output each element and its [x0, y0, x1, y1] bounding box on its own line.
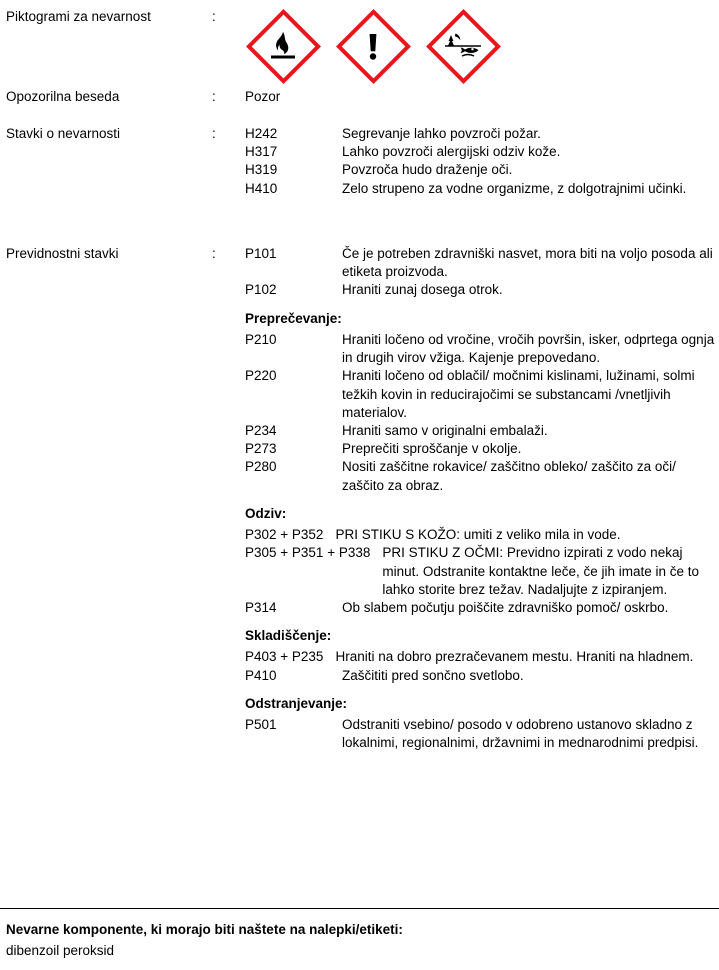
precautionary-statements-colon: :: [212, 246, 216, 261]
dead-fish-and-tree-icon: [425, 8, 501, 84]
list-item: [245, 331, 719, 367]
response-heading: Odziv:: [245, 505, 287, 521]
precaution-text: Preprečiti sproščanje v okolje.: [342, 441, 522, 457]
list-item: [245, 458, 719, 494]
precaution-code: P314: [245, 599, 277, 615]
pictogram-list: [245, 8, 719, 84]
precaution-text: Hraniti ločeno od vročine, vročih površin, isker, odprtega ognja in drugih virov vžiga. Kajenje prepovedano.: [342, 331, 715, 366]
hazard-code: H242: [245, 126, 278, 141]
precaution-code: P273: [245, 441, 277, 457]
prevention-heading: Preprečevanje:: [245, 310, 342, 326]
precautionary-statements-list: [245, 245, 719, 752]
precaution-code: P234: [245, 422, 277, 438]
precaution-code: P101: [245, 246, 277, 261]
exclamation-mark-icon: [335, 8, 411, 84]
list-item: [245, 667, 719, 685]
hazard-code: H410: [245, 180, 278, 196]
precaution-code: P410: [245, 667, 277, 683]
precaution-text: Ob slabem počutju poiščite zdravniško pomoč/ oskrbo.: [342, 599, 669, 615]
hazard-statements-list: [245, 125, 719, 198]
precaution-code: P210: [245, 331, 277, 347]
environment-pictogram: [425, 8, 501, 84]
list-item: [245, 180, 719, 198]
precaution-code: P280: [245, 459, 277, 475]
precaution-text: Nositi zaščitne rokavice/ zaščitno obleko/ zaščito za oči/ zaščito za obraz.: [342, 459, 676, 493]
list-item: [245, 648, 719, 666]
list-item: [245, 245, 719, 281]
precaution-code: P305 + P351 + P338: [245, 545, 371, 561]
list-item: [245, 716, 719, 752]
list-item: dibenzoil peroksid: [6, 943, 115, 958]
hazard-statements-colon: :: [212, 126, 216, 141]
hazard-text: Segrevanje lahko povzroči požar.: [342, 126, 541, 141]
list-item: [245, 440, 719, 458]
precautionary-statements-label: Previdnostni stavki: [6, 246, 119, 261]
signal-word-section: [0, 88, 719, 106]
pictograms-label: Piktogrami za nevarnost: [6, 9, 151, 24]
section-divider: [0, 908, 719, 909]
hazard-code: H317: [245, 144, 278, 160]
list-item: [245, 281, 719, 299]
precaution-code: P403 + P235: [245, 649, 324, 665]
precaution-text: PRI STIKU Z OČMI: Previdno izpirati z vodo nekaj minut. Odstranite kontaktne leče, če jih imate in če to lahko storite brez težav. Nadaljujte z izpiranjem.: [382, 545, 700, 597]
precaution-text: Hraniti na dobro prezračevanem mestu. Hraniti na hladnem.: [335, 649, 694, 665]
list-item: [245, 422, 719, 440]
hazard-statements-section: [0, 125, 719, 198]
list-item: [245, 143, 719, 161]
precaution-text: Če je potreben zdravniški nasvet, mora biti na voljo posoda ali etiketa proizvoda.: [342, 246, 713, 280]
list-item: [245, 599, 719, 617]
precaution-code: P102: [245, 282, 277, 298]
precaution-code: P220: [245, 368, 277, 384]
hazard-code: H319: [245, 162, 278, 178]
hazard-statements-label: Stavki o nevarnosti: [6, 126, 121, 141]
signal-word-value: Pozor: [245, 89, 281, 104]
precaution-text: Hraniti ločeno od oblačil/ močnimi kislinami, lužinami, solmi težkih kovin in reducirajočimi se substancami /vnetljivih materialov.: [342, 368, 695, 420]
components-heading: Nevarne komponente, ki morajo biti naštete na nalepki/etiketi:: [6, 922, 403, 937]
hazard-text: Povzroča hudo draženje oči.: [342, 162, 513, 178]
signal-word-label: Opozorilna beseda: [6, 89, 120, 104]
precaution-text: Odstraniti vsebino/ posodo v odobreno ustanovo skladno z lokalnimi, regionalnimi, državnimi in mednarodnimi predpisi.: [342, 717, 699, 751]
pictograms-colon: :: [212, 9, 216, 24]
hazard-text: Zelo strupeno za vodne organizme, z dolgotrajnimi učinki.: [342, 180, 687, 196]
precaution-code: P302 + P352: [245, 527, 324, 543]
hazard-text: Lahko povzroči alergijski odziv kože.: [342, 144, 561, 160]
list-item: [245, 125, 719, 143]
precautionary-statements-section: [0, 245, 719, 752]
disposal-heading: Odstranjevanje:: [245, 695, 348, 711]
precaution-text: Zaščititi pred sončno svetlobo.: [342, 667, 524, 683]
storage-heading: Skladiščenje:: [245, 628, 332, 644]
signal-word-colon: :: [212, 89, 216, 104]
list-item: [245, 544, 719, 599]
exclamation-mark-pictogram: [335, 8, 411, 84]
precaution-text: Hraniti samo v originalni embalaži.: [342, 422, 548, 438]
list-item: [245, 526, 719, 544]
precaution-text: PRI STIKU S KOŽO: umiti z veliko mila in vode.: [335, 527, 621, 543]
flame-icon: [245, 8, 321, 84]
list-item: [245, 367, 719, 422]
flame-pictogram: [245, 8, 321, 84]
hazard-pictograms-section: [0, 6, 719, 84]
precaution-code: P501: [245, 717, 277, 733]
list-item: [245, 161, 719, 179]
hazardous-components-section: [0, 922, 719, 958]
precaution-text: Hraniti zunaj dosega otrok.: [342, 282, 503, 298]
